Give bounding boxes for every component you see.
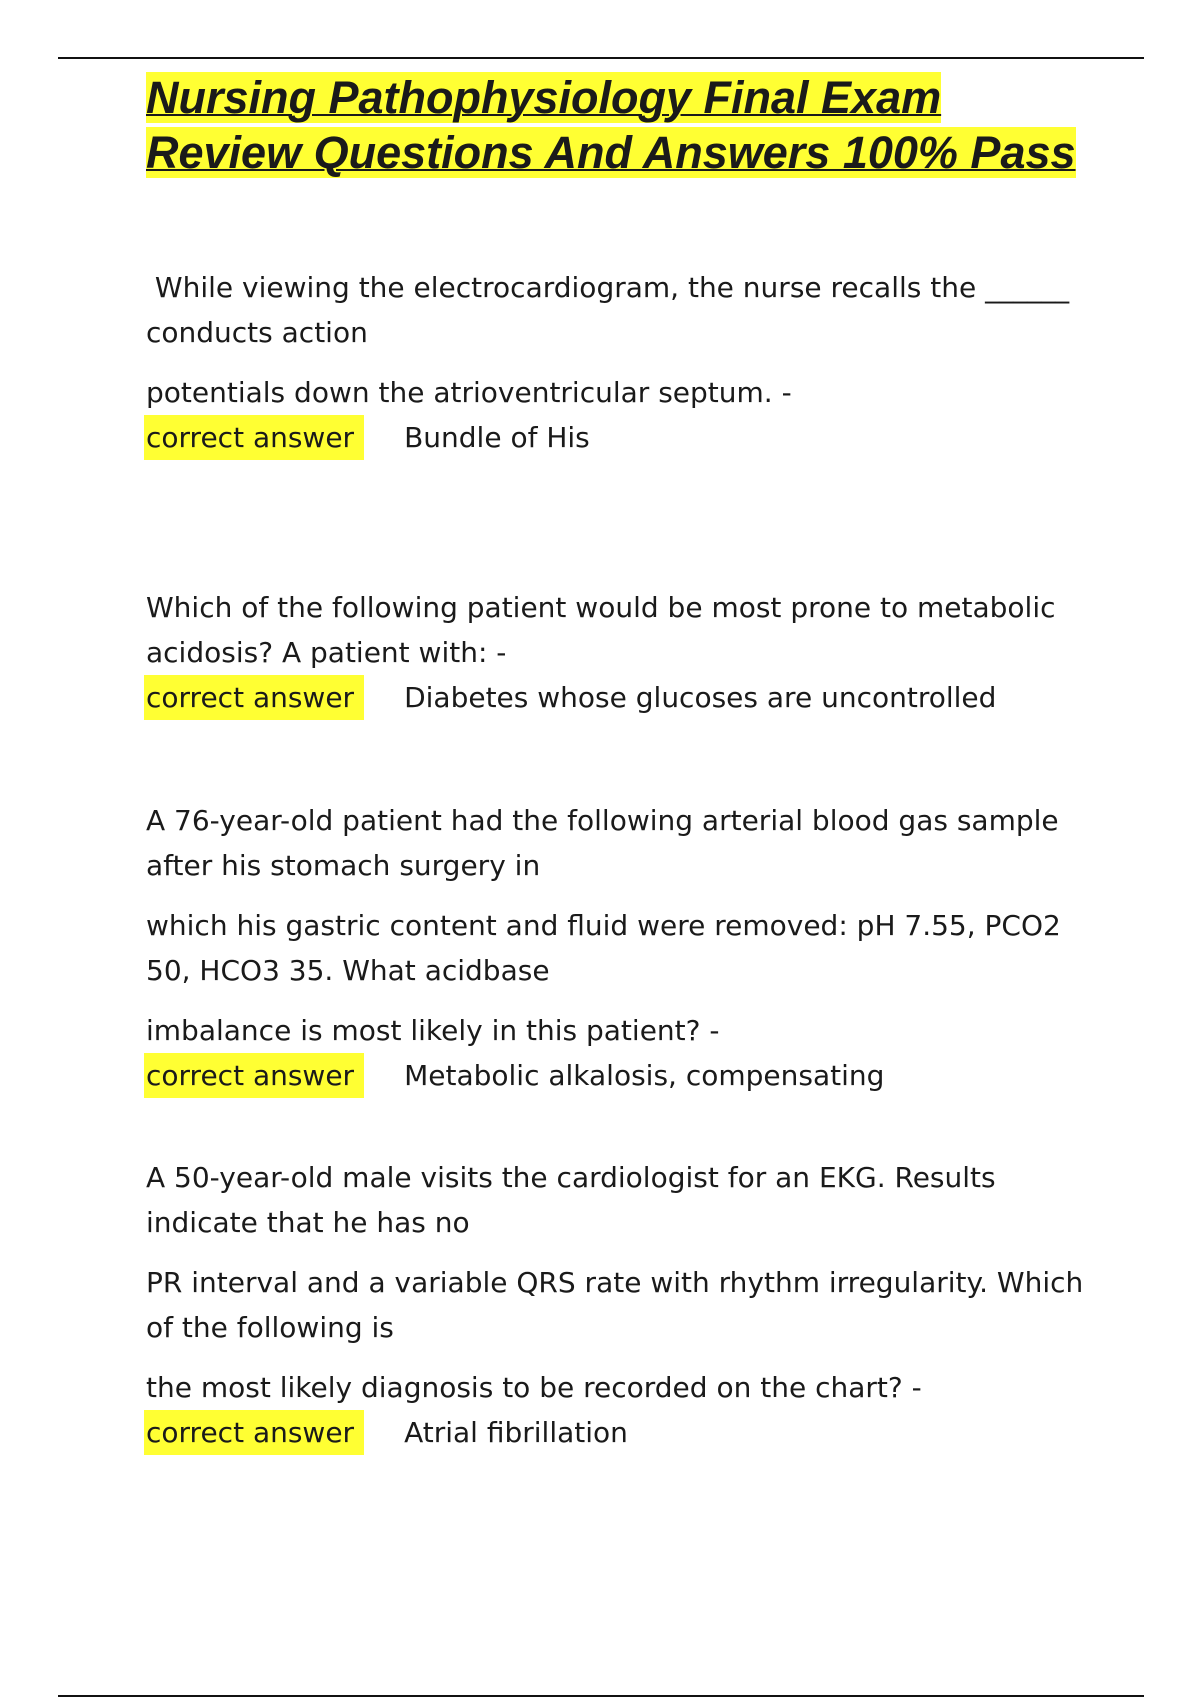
question-text: the most likely diagnosis to be recorded on the chart? - [146,1371,922,1404]
question-text: A 76-year-old patient had the following arterial blood gas sample after his stomach surgery in [146,804,1059,882]
answer-text: Metabolic alkalosis, compensating [404,1059,885,1092]
answer-tag: correct answer [144,415,364,460]
answer-text: Bundle of His [404,421,590,454]
answer-text: Diabetes whose glucoses are uncontrolled [404,681,997,714]
question-block [146,585,1086,720]
question-text: which his gastric content and fluid were removed: pH 7.55, PCO2 50, HCO3 35. What acidbase [146,909,1061,987]
question-text: potentials down the atrioventricular septum. - [146,376,792,409]
question-block [146,265,1086,460]
answer-text: Atrial fibrillation [404,1416,628,1449]
question-block [146,798,1086,1098]
answer-line [146,675,1086,720]
question-text: imbalance is most likely in this patient? - [146,1014,720,1047]
title-text: Nursing Pathophysiology Final Exam Review Questions And Answers 100% Pass [146,72,1076,178]
question-text: While viewing the electrocardiogram, the nurse recalls the ______ conducts action [146,271,1079,349]
question-text: Which of the following patient would be most prone to metabolic acidosis? A patient with: - [146,591,1056,669]
question-text: A 50-year-old male visits the cardiologist for an EKG. Results indicate that he has no [146,1161,996,1239]
answer-tag: correct answer [144,675,364,720]
question-block [146,1155,1086,1455]
answer-tag: correct answer [144,1053,364,1098]
top-rule [58,57,1144,59]
answer-line [146,1410,1086,1455]
answer-line [146,415,1086,460]
document-body [146,70,1086,1449]
answer-line [146,1053,1086,1098]
document-title [146,70,1086,180]
question-text: PR interval and a variable QRS rate with rhythm irregularity. Which of the following is [146,1266,1084,1344]
answer-tag: correct answer [144,1410,364,1455]
bottom-rule [58,1695,1144,1697]
